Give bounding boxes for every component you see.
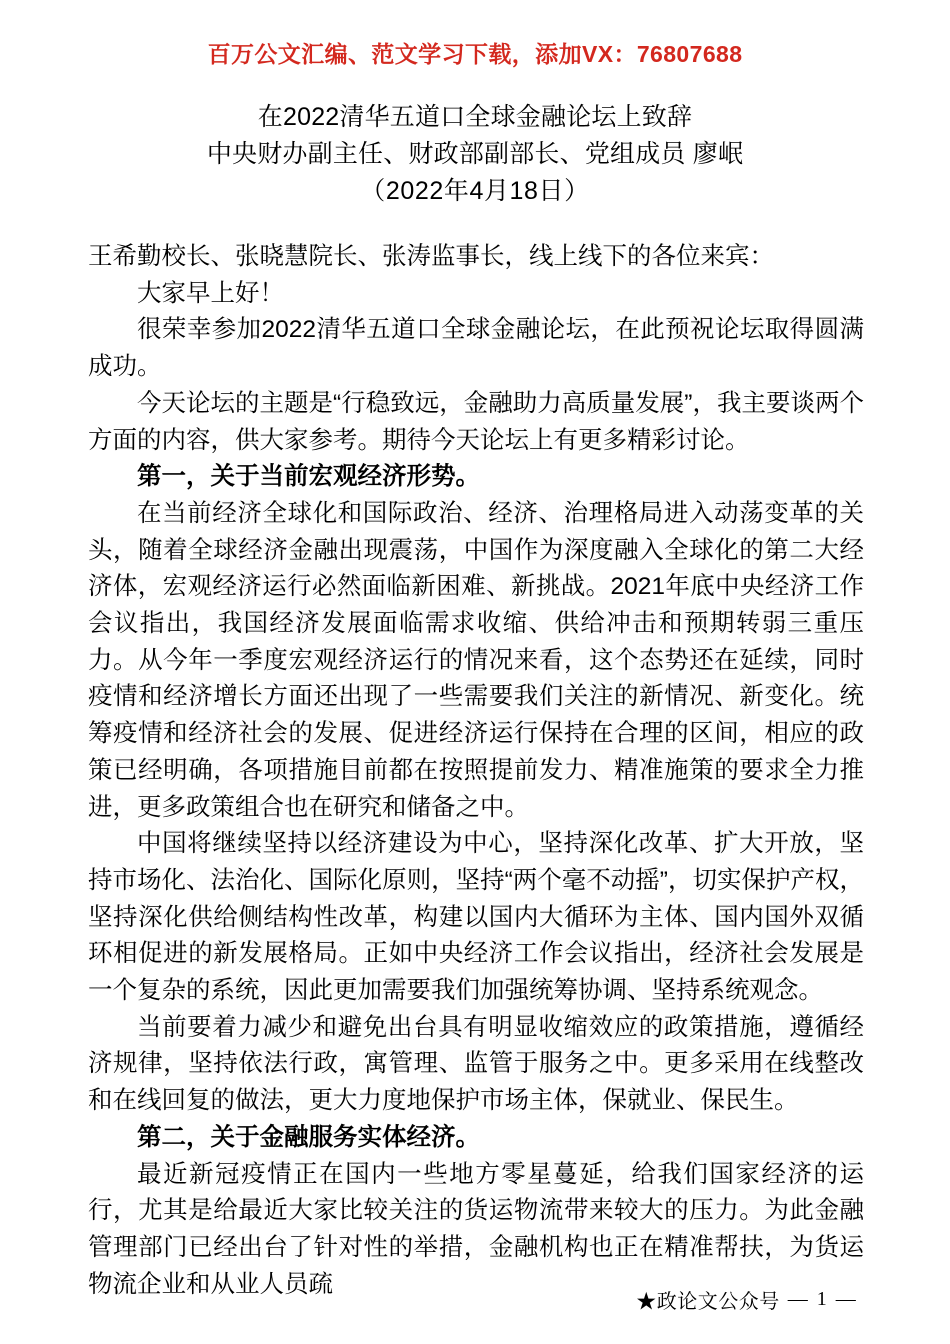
title-line-author: 中央财办副主任、财政部副部长、党组成员 廖岷 xyxy=(206,140,744,168)
paragraph-heading-first: 第一，关于当前宏观经济形势。 xyxy=(137,463,480,491)
publisher-mark: ★政论文公众号 xyxy=(636,1291,780,1313)
title-line-main: 在2022清华五道口全球金融论坛上致辞 xyxy=(257,103,693,131)
paragraph-macro-situation: 在当前经济全球化和国际政治、经济、治理格局进入动荡变革的关头，随着全球经济金融出现震荡，中国作为深度融入全球化的第二大经济体，宏观经济运行必然面临新困难、新挑战。2021年底中央经济工作会议指出，我国经济发展面临需求收缩、供给冲击和预期转弱三重压力。从今年一季度宏观经济运行的情况来看，这个态势还在延续，同时疫情和经济增长方面还出现了一些需要我们关注的新情况、新变化。统筹疫情和经济社会的发展、促进经济运行保持在合理的区间，相应的政策已经明确，各项措施目前都在按照提前发力、精准施策的要求全力推进，更多政策组合也在研究和储备之中。 xyxy=(88,499,864,821)
document-title-block xyxy=(0,99,950,210)
paragraph-reform-opening: 中国将继续坚持以经济建设为中心，坚持深化改革、扩大开放，坚持市场化、法治化、国际化原则，坚持“两个毫不动摇”，切实保护产权，坚持深化供给侧结构性改革，构建以国内大循环为主体、国内国外双循环相促进的新发展格局。正如中央经济工作会议指出，经济社会发展是一个复杂的系统，因此更加需要我们加强统筹协调、坚持系统观念。 xyxy=(88,830,864,1005)
page-number: — 1 — xyxy=(787,1288,858,1310)
paragraph-epidemic-logistics: 最近新冠疫情正在国内一些地方零星蔓延，给我们国家经济的运行，尤其是给最近大家比较关注的货运物流带来较大的压力。为此金融管理部门已经出台了针对性的举措，金融机构也正在精准帮扶，为货运物流企业和从业人员疏 xyxy=(88,1160,864,1298)
page-footer xyxy=(0,1285,950,1314)
paragraph-heading-second: 第二，关于金融服务实体经济。 xyxy=(137,1123,480,1151)
paragraph-policy-measures: 当前要着力减少和避免出台具有明显收缩效应的政策措施，遵循经济规律，坚持依法行政，寓管理、监管于服务之中。更多采用在线整改和在线回复的做法，更大力度地保护市场主体，保就业、保民生。 xyxy=(88,1013,864,1115)
promo-banner-text: 百万公文汇编、范文学习下载，添加VX：76807688 xyxy=(207,41,743,67)
paragraph-honor-to-attend: 很荣幸参加2022清华五道口全球金融论坛，在此预祝论坛取得圆满成功。 xyxy=(88,316,864,381)
document-body xyxy=(88,239,864,1303)
paragraph-forum-theme: 今天论坛的主题是“行稳致远，金融助力高质量发展”，我主要谈两个方面的内容，供大家参考。期待今天论坛上有更多精彩讨论。 xyxy=(88,389,864,454)
title-line-date: （2022年4月18日） xyxy=(360,177,590,205)
paragraph-greeting: 大家早上好！ xyxy=(137,279,284,307)
paragraph-salutation: 王希勤校长、张晓慧院长、张涛监事长，线上线下的各位来宾： xyxy=(88,243,774,270)
